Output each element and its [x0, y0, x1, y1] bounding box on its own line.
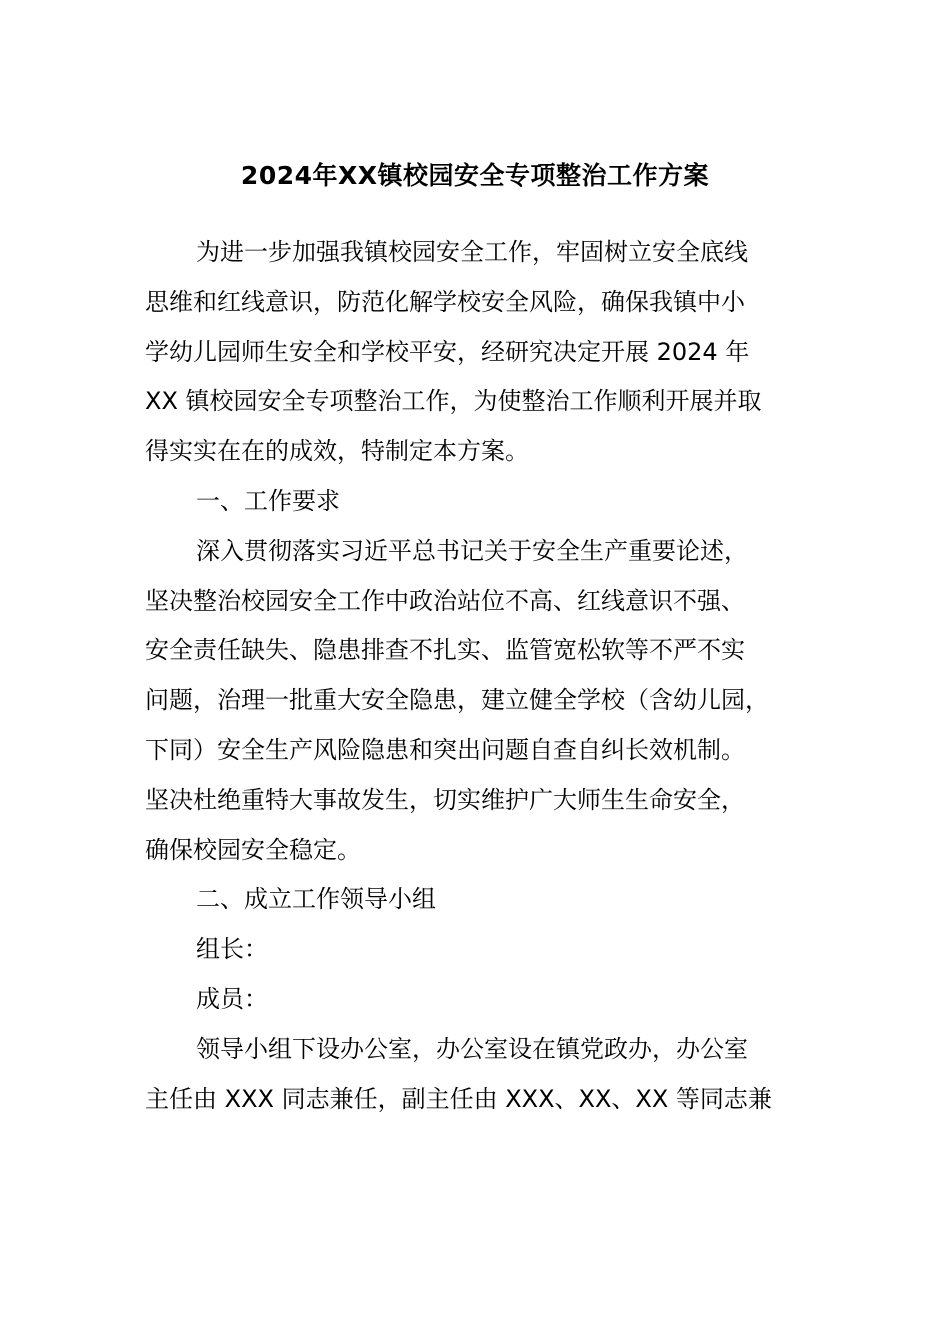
- section-heading: 二、成立工作领导小组: [196, 885, 436, 914]
- group-members-label: 成员：: [196, 984, 268, 1013]
- paragraph-line: 安全责任缺失、隐患排查不扎实、监管宽松软等不严不实: [145, 636, 745, 665]
- paragraph-line: 下同）安全生产风险隐患和突出问题自查自纠长效机制。: [145, 735, 745, 764]
- paragraph-line: 得实实在在的成效，特制定本方案。: [145, 437, 529, 466]
- document-body: [145, 228, 805, 1124]
- section-heading: 一、工作要求: [196, 486, 340, 515]
- paragraph-line: 领导小组下设办公室，办公室设在镇党政办，办公室: [196, 1034, 748, 1063]
- paragraph-line: 深入贯彻落实习近平总书记关于安全生产重要论述，: [196, 536, 748, 565]
- paragraph-line: 主任由 XXX 同志兼任，副主任由 XXX、XX、XX 等同志兼: [145, 1084, 772, 1113]
- document-title: 2024年XX镇校园安全专项整治工作方案: [240, 161, 710, 190]
- paragraph-line: 确保校园安全稳定。: [145, 835, 361, 864]
- paragraph-line: 学幼儿园师生安全和学校平安，经研究决定开展 2024 年: [145, 337, 750, 366]
- paragraph-line: 思维和红线意识，防范化解学校安全风险，确保我镇中小: [145, 287, 745, 316]
- paragraph-line: 为进一步加强我镇校园安全工作，牢固树立安全底线: [196, 238, 748, 266]
- group-leader-label: 组长：: [196, 935, 268, 964]
- paragraph-line: 问题，治理一批重大安全隐患，建立健全学校（含幼儿园，: [145, 686, 769, 715]
- paragraph-line: 坚决整治校园安全工作中政治站位不高、红线意识不强、: [145, 586, 745, 615]
- paragraph-line: 坚决杜绝重特大事故发生，切实维护广大师生生命安全，: [145, 785, 745, 814]
- paragraph-line: XX 镇校园安全专项整治工作，为使整治工作顺利开展并取: [145, 387, 762, 416]
